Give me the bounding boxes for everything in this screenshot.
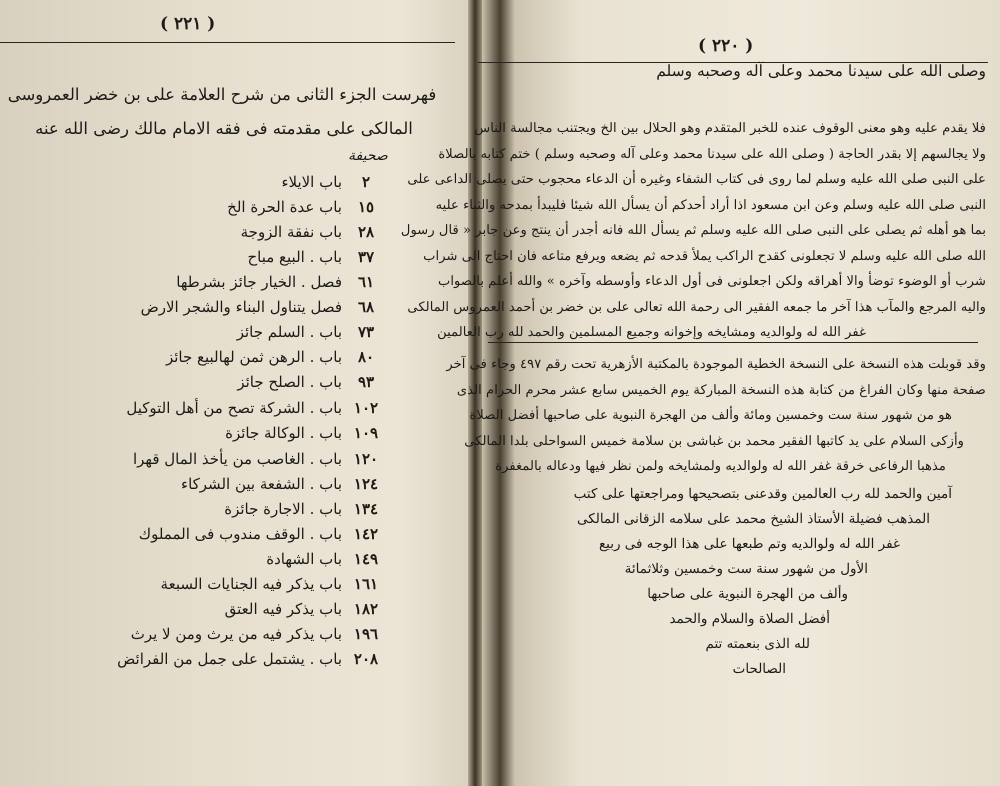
colophon-line: الصالحات (732, 661, 786, 677)
text-line: بما هو أهله ثم يصلى على النبى صلى الله عليه وسلم ثم يسأل الله فانه أجدر أن ينتج وعن جابر « قال رسول (400, 223, 986, 238)
toc-page-number: ٦١ (357, 273, 375, 291)
toc-entry-text: فصل . الخيار جائز بشرطها (176, 273, 342, 291)
table-of-contents (0, 0, 470, 786)
toc-row (126, 396, 390, 420)
toc-row (131, 622, 390, 646)
toc-page-number: ٢٨ (357, 223, 375, 241)
text-line: هو من شهور سنة ست وخمسين ومائة وألف من الهجرة النبوية على صاحبها أفضل الصلاة (469, 408, 952, 423)
text-line: واليه المرجع والمآب هذا آخر ما جمعه الفقير الى رحمة الله تعالى على بن خضر بن أحمد العمروس المالكى (407, 299, 986, 315)
toc-entry-text: باب . الاجارة جائزة (224, 500, 342, 518)
toc-page-number: ١٣٤ (353, 500, 379, 518)
toc-entry-text: باب عدة الحرة الخ (227, 198, 342, 216)
toc-entry-text: باب . البيع مباح (247, 248, 342, 266)
colophon-line: لله الذى بنعمته تتم (705, 636, 810, 652)
toc-row (133, 447, 390, 471)
toc-entry-text: باب . الصلح جائز (237, 373, 342, 391)
toc-page-number: ١٨٢ (353, 600, 379, 618)
colophon-line: الأول من شهور سنة ست وخمسين وثلاثمائة (624, 561, 868, 577)
page-number: ( ٢٢٠ ) (698, 36, 754, 56)
colophon-line: أفضل الصلاة والسلام والحمد (669, 611, 830, 627)
toc-page-number: ١٠٢ (353, 399, 379, 417)
toc-page-column-header: صحيفة (348, 148, 388, 164)
toc-page-number: ١٢٤ (353, 475, 379, 493)
toc-entry-text: باب . الوقف مندوب فى المملوك (138, 525, 342, 543)
toc-row (139, 522, 390, 546)
toc-page-number: ٧٣ (357, 323, 375, 341)
toc-entry-text: باب . الوكالة جائزة (225, 424, 342, 442)
toc-page-number: ٦٨ (357, 298, 375, 316)
toc-row (241, 220, 390, 244)
toc-row (266, 547, 390, 571)
toc-row (247, 245, 390, 269)
toc-row (176, 270, 390, 294)
toc-entry-text: باب الشهادة (266, 550, 342, 568)
toc-row (181, 472, 390, 496)
toc-page-number: ١٤٢ (353, 525, 379, 543)
toc-page-number: ٢٠٨ (353, 650, 379, 668)
colophon-line: وألف من الهجرة النبوية على صاحبها (647, 586, 848, 602)
toc-page-number: ١٩٦ (353, 625, 379, 643)
text-line: الله صلى الله عليه وسلم لا تجعلونى كقدح الراكب يملأ قدحه ثم يضعه ويرفع متاعه فان احتاج الى شراب (423, 248, 986, 264)
text-line: وقد قوبلت هذه النسخة على النسخة الخطية الموجودة بالمكتبة الأزهرية تحت رقم ٤٩٧ وجاء فى آخر (446, 357, 986, 372)
body-paragraph-1 (400, 116, 986, 346)
right-page (400, 0, 1000, 786)
toc-row (227, 195, 390, 219)
toc-page-number: ١٥ (357, 198, 375, 216)
toc-entry-text: باب . الشركة تصح من أهل التوكيل (126, 399, 342, 417)
toc-row (237, 320, 390, 344)
toc-entry-text: باب . الرهن ثمن لهالبيع جائز (165, 348, 342, 366)
toc-title-line-1: فهرست الجزء الثانى من شرح العلامة على بن خضر العمروسى (7, 85, 437, 104)
section-rule (488, 342, 978, 343)
toc-entry-text: فصل يتناول البناء والشجر الارض (140, 298, 342, 316)
toc-entry-text: باب يذكر فيه من يرث ومن لا يرث (130, 625, 342, 643)
closing-blessing-line: وصلى الله على سيدنا محمد وعلى آله وصحبه وسلم (656, 62, 986, 80)
toc-row (237, 370, 390, 394)
toc-entry-text: باب يذكر فيه الجنايات السبعة (160, 575, 342, 593)
text-line: غفر الله له ولوالديه ومشايخه وإخوانه وجميع المسلمين والحمد لله رب العالمين (437, 325, 866, 340)
toc-title-line-2: المالكى على مقدمته فى فقه الامام مالك رضى الله عنه (35, 119, 413, 138)
text-line: وأزكى السلام على يد كاتبها الفقير محمد بن غباشى بن سلامة خميس السواحلى بلدا المالكى (464, 433, 964, 449)
text-line: على النبى صلى الله عليه وسلم لما روى فى كتاب الشفاء وغيره أن الدعاء محجوب حتى يصلى الداعى على (407, 172, 986, 187)
toc-row (117, 647, 390, 671)
text-line: ولا يجالسهم إلا بقدر الحاجة ( وصلى الله على سيدنا محمد وعلى آله وصحبه وسلم ) ختم كتابه بالصلاة (438, 146, 986, 162)
toc-row (166, 345, 390, 369)
toc-entry-text: باب . الشفعة بين الشركاء (181, 475, 342, 493)
toc-page-number: ١٠٩ (353, 424, 379, 442)
toc-page-number: ١٤٩ (353, 550, 379, 568)
toc-page-number: ٨٠ (357, 348, 375, 366)
toc-entry-text: باب . السلم جائز (236, 323, 342, 341)
toc-page-number: ١٢٠ (353, 450, 379, 468)
page-number: ( ٢٢١ ) (160, 14, 216, 34)
toc-entry-text: باب . يشتمل على جمل من الفرائض (117, 650, 342, 668)
text-line: النبى صلى الله عليه وسلم وعن ابن مسعود اذا أراد أحدكم أن يسأل الله شيئا فليبدأ بمدحه والثناء عليه (435, 197, 986, 213)
toc-page-number: ٢ (361, 173, 371, 191)
toc-page-number: ٣٧ (357, 248, 375, 266)
colophon-line: آمين والحمد لله رب العالمين وقدعنى بتصحيحها ومراجعتها على كتب (573, 486, 952, 502)
text-line: مذهبا الرفاعى خرقة غفر الله له ولوالديه ولمشايخه ولمن نظر فيها ودعاله بالمغفرة (495, 459, 946, 474)
toc-page-number: ١٦١ (353, 575, 379, 593)
toc-page-number: ٩٣ (357, 373, 375, 391)
text-line: شرب أو الوضوء توضأ والا أهراقه ولكن اجعلونى فى أول الدعاء وأوسطه وآخره » والله أعلم بالصواب (437, 274, 986, 289)
text-line: صفحة منها وكان الفراغ من كتابة هذه النسخة المباركة يوم الخميس سابع عشر محرم الحرام الذى (456, 382, 986, 398)
toc-row (224, 497, 390, 521)
toc-entry-text: باب . الغاصب من يأخذ المال قهرا (132, 450, 342, 468)
toc-row (161, 572, 390, 596)
toc-entry-text: باب الايلاء (281, 173, 342, 191)
toc-entry-text: باب نفقة الزوجة (240, 223, 342, 241)
left-page (0, 0, 470, 786)
toc-row (225, 421, 390, 445)
toc-row (281, 170, 390, 194)
toc-entry-text: باب يذكر فيه العتق (224, 600, 342, 618)
toc-row (141, 295, 390, 319)
colophon-line: غفر الله له ولوالديه وتم طبعها على هذا الوجه فى ربيع (598, 536, 900, 552)
toc-row (225, 597, 390, 621)
colophon-line: المذهب فضيلة الأستاذ الشيخ محمد على سلامه الزقانى المالكى (577, 511, 930, 527)
body-paragraph-2 (446, 352, 986, 480)
text-line: فلا يقدم عليه وهو معنى الوقوف عنده للخبر المتقدم وهو الحلال بين الخ ويجتنب مجالسة الناس (474, 121, 986, 136)
